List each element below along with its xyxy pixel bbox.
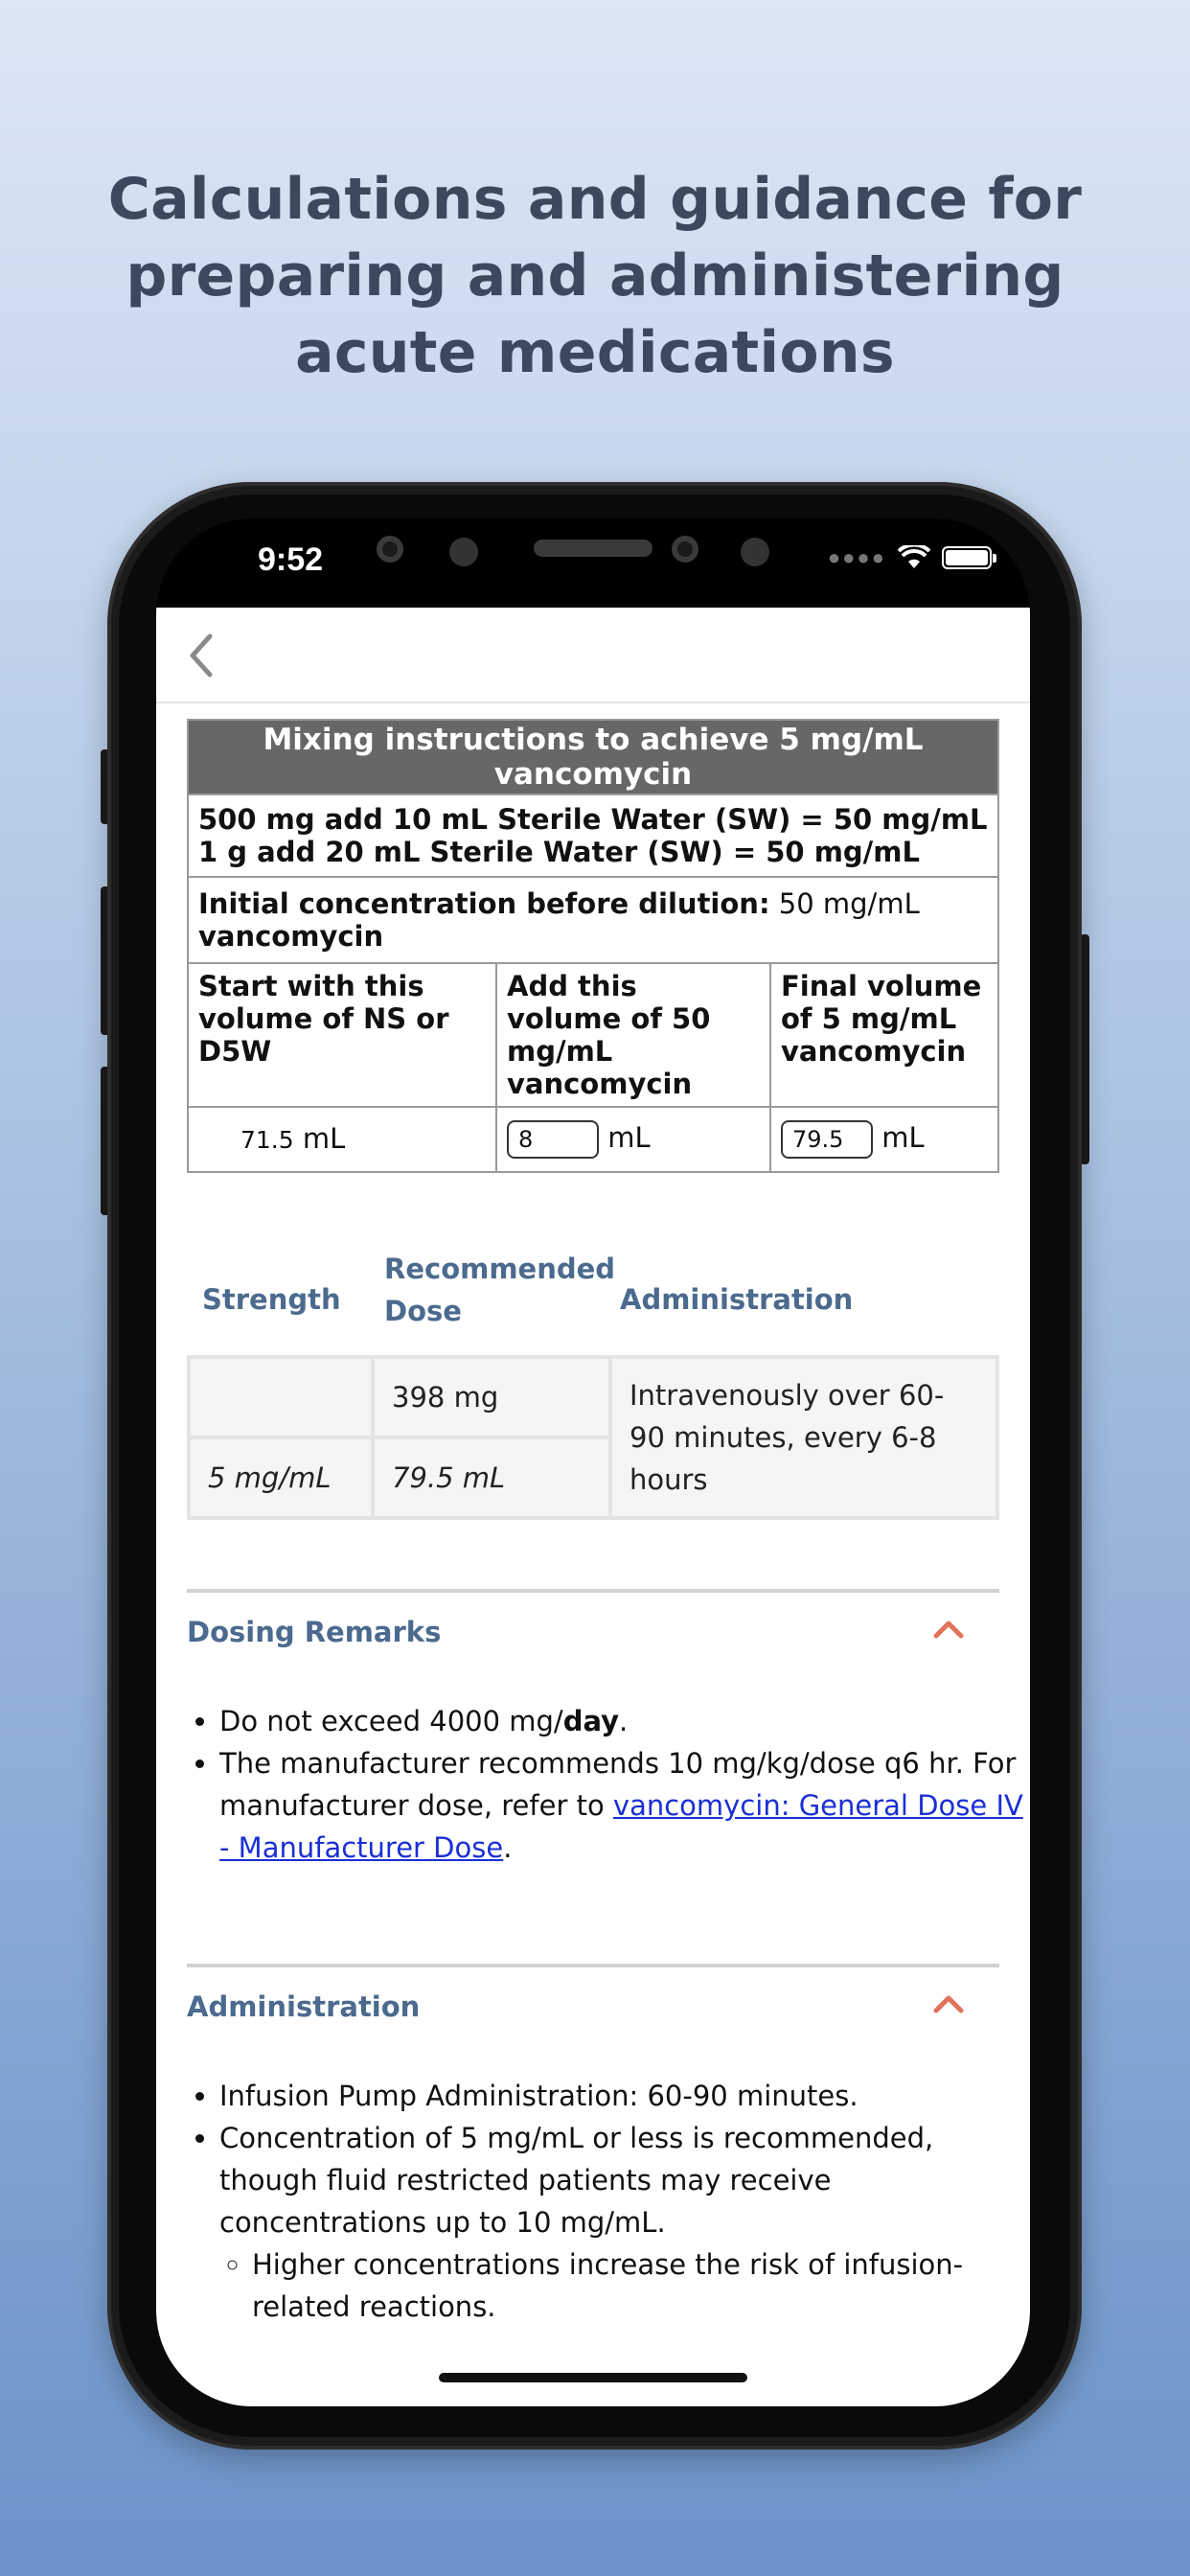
list-item bbox=[219, 1700, 1030, 1742]
phone-screen bbox=[156, 518, 1030, 2406]
administration-header: Administration bbox=[620, 1283, 854, 1316]
status-time: 9:52 bbox=[257, 541, 324, 578]
add-volume-cell bbox=[496, 1107, 770, 1172]
list-item: • Infusion Pump Administration: 60-90 minutes. bbox=[219, 2075, 1030, 2117]
marketing-headline bbox=[0, 161, 1190, 391]
dose-cell: 398 mg bbox=[373, 1357, 610, 1438]
list-item bbox=[219, 1742, 1030, 1869]
remark-1-text: Do not exceed 4000 mg/ bbox=[219, 1705, 563, 1737]
administration-cell: Intravenously over 60-90 minutes, every 6-8 hours bbox=[610, 1357, 997, 1518]
initial-concentration-drug: vancomycin bbox=[198, 920, 384, 953]
start-volume-header: Start with this volume of NS or D5W bbox=[188, 963, 496, 1107]
status-icons bbox=[828, 545, 992, 570]
list-item bbox=[219, 2117, 1030, 2328]
recon-line-2: 1 g add 20 mL Sterile Water (SW) = 50 mg/mL bbox=[198, 836, 920, 868]
sensor-icon bbox=[377, 536, 403, 563]
administration-divider bbox=[187, 1964, 999, 1967]
add-volume-header: Add this volume of 50 mg/mL vancomycin bbox=[496, 963, 770, 1107]
start-volume-value: 71.5 bbox=[240, 1126, 294, 1154]
remark-1-bold: day bbox=[562, 1705, 620, 1737]
speaker-grille bbox=[534, 540, 652, 557]
headline-line-3: acute medications bbox=[295, 319, 895, 386]
dosing-remarks-divider bbox=[187, 1589, 999, 1593]
final-volume-cell bbox=[770, 1107, 998, 1172]
admin-sub-list bbox=[219, 2243, 1030, 2328]
administration-list bbox=[187, 2075, 1030, 2328]
front-camera-icon bbox=[741, 538, 769, 566]
final-volume-unit: mL bbox=[881, 1121, 925, 1154]
list-item: ◦ Higher concentrations increase the risk of infusion-related reactions. bbox=[252, 2243, 1030, 2328]
proximity-sensor-icon bbox=[449, 538, 478, 566]
initial-concentration bbox=[188, 877, 998, 963]
initial-concentration-label: Initial concentration before dilution: bbox=[198, 887, 770, 920]
back-chevron-icon[interactable] bbox=[179, 627, 227, 684]
signal-icon: ●●●● bbox=[827, 545, 886, 569]
strength-cell bbox=[189, 1357, 373, 1438]
add-volume-unit: mL bbox=[607, 1121, 651, 1154]
remark-1-end: . bbox=[619, 1705, 629, 1737]
mixing-table-title: Mixing instructions to achieve 5 mg/mL vancomycin bbox=[188, 720, 998, 794]
mixing-table bbox=[187, 719, 999, 1173]
ambient-sensor-icon bbox=[672, 536, 698, 563]
dose-cell: 79.5 mL bbox=[373, 1438, 610, 1518]
chevron-up-icon[interactable] bbox=[932, 1618, 965, 1641]
initial-concentration-value: 50 mg/mL bbox=[778, 887, 920, 920]
start-volume-cell bbox=[188, 1107, 496, 1172]
add-volume-input[interactable]: 8 bbox=[507, 1120, 599, 1159]
admin-item-2-text: Concentration of 5 mg/mL or less is recommended, though fluid restricted patients may receive concentrations up to 10 mg/mL. bbox=[219, 2122, 934, 2239]
start-volume-unit: mL bbox=[302, 1122, 346, 1155]
recon-line-1: 500 mg add 10 mL Sterile Water (SW) = 50 mg/mL bbox=[198, 803, 988, 836]
home-indicator[interactable] bbox=[439, 2373, 747, 2382]
final-volume-header: Final volume of 5 mg/mL vancomycin bbox=[770, 963, 998, 1107]
reconstitution-instructions bbox=[188, 794, 998, 877]
headline-line-2: preparing and administering bbox=[126, 242, 1064, 310]
manufacturer-dose-link[interactable]: vancomycin: General Dose IV - Manufacturer Dose bbox=[219, 1789, 1023, 1864]
wifi-icon bbox=[898, 545, 930, 570]
app-content bbox=[156, 608, 1030, 2406]
recommended-dose-header: Recommended Dose bbox=[384, 1253, 616, 1327]
nav-bar bbox=[156, 608, 1030, 703]
strength-header: Strength bbox=[202, 1283, 341, 1316]
dosing-remarks-title[interactable]: Dosing Remarks bbox=[187, 1616, 442, 1648]
administration-title[interactable]: Administration bbox=[187, 1990, 421, 2023]
headline-line-1: Calculations and guidance for bbox=[107, 166, 1083, 233]
remark-2-text: The manufacturer recommends 10 mg/kg/dose q6 hr. For manufacturer dose, refer to bbox=[219, 1747, 1017, 1822]
strength-cell: 5 mg/mL bbox=[189, 1438, 373, 1518]
chevron-up-icon[interactable] bbox=[932, 1992, 965, 2015]
table-row bbox=[189, 1357, 997, 1438]
battery-icon bbox=[942, 546, 992, 569]
remark-2-end: . bbox=[503, 1831, 513, 1864]
final-volume-input[interactable]: 79.5 bbox=[781, 1120, 873, 1159]
dose-table bbox=[187, 1355, 999, 1520]
notch bbox=[348, 518, 840, 593]
dosing-remarks-list bbox=[187, 1700, 1030, 1869]
